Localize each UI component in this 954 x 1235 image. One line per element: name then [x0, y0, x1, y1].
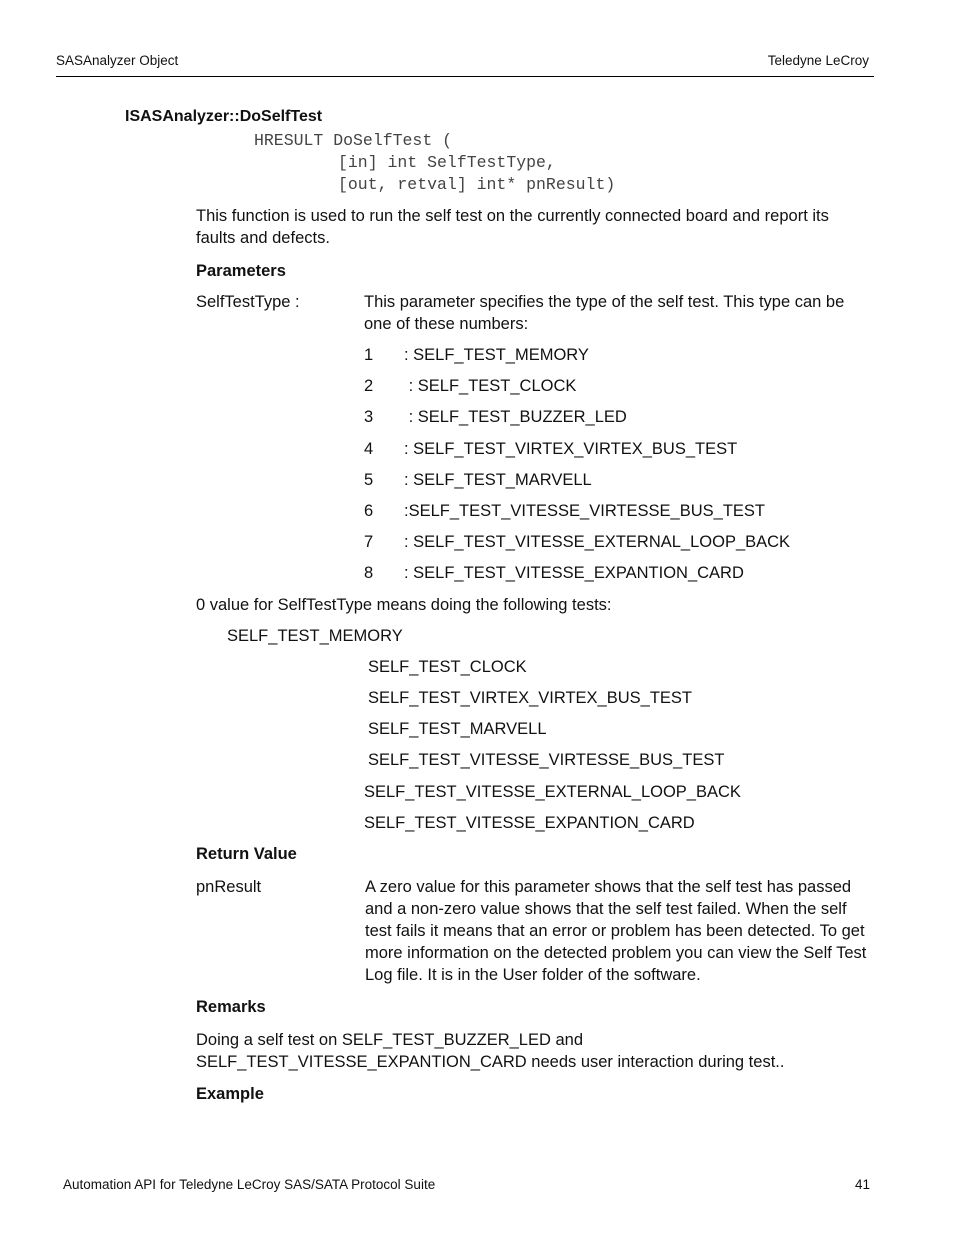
code-line-2: [in] int SelfTestType,: [338, 153, 556, 172]
zero-value-test: SELF_TEST_MARVELL: [368, 720, 547, 738]
code-line-3: [out, retval] int* pnResult): [338, 175, 616, 194]
option-item: 5 : SELF_TEST_MARVELL: [364, 471, 592, 489]
param-name: SelfTestType :: [196, 293, 300, 311]
remarks-heading: Remarks: [196, 998, 266, 1016]
remarks-text: Doing a self test on SELF_TEST_BUZZER_LED and SELF_TEST_VITESSE_EXPANTION_CARD needs user interaction during test..: [196, 1031, 785, 1071]
zero-value-test: SELF_TEST_VITESSE_VIRTESSE_BUS_TEST: [368, 751, 725, 769]
zero-value-test: SELF_TEST_VITESSE_EXPANTION_CARD: [364, 814, 695, 832]
option-item: 1 : SELF_TEST_MEMORY: [364, 346, 589, 364]
header-divider: [56, 76, 874, 77]
page-number: 41: [854, 1177, 870, 1192]
option-item: 3 : SELF_TEST_BUZZER_LED: [364, 408, 627, 426]
return-value-heading: Return Value: [196, 845, 297, 863]
zero-value-intro: 0 value for SelfTestType means doing the following tests:: [196, 596, 612, 614]
option-item: 2 : SELF_TEST_CLOCK: [364, 377, 577, 395]
zero-value-test: SELF_TEST_VITESSE_EXTERNAL_LOOP_BACK: [364, 783, 741, 801]
parameters-heading: Parameters: [196, 262, 286, 280]
return-description: A zero value for this parameter shows that the self test has passed and a non-zero value shows that the self test failed. When the self test fails it means that an error or problem has been detected. To get more information on the detected problem you can view the Self Test Log file. It is in the User folder of the software.: [365, 878, 867, 984]
option-item: 6 :SELF_TEST_VITESSE_VIRTESSE_BUS_TEST: [364, 502, 765, 520]
return-name: pnResult: [196, 878, 262, 896]
zero-value-test: SELF_TEST_CLOCK: [368, 658, 527, 676]
header-left: SASAnalyzer Object: [56, 53, 179, 68]
section-title: ISASAnalyzer::DoSelfTest: [125, 108, 323, 125]
footer-title: Automation API for Teledyne LeCroy SAS/SATA Protocol Suite: [63, 1177, 436, 1192]
code-line-1: HRESULT DoSelfTest (: [254, 131, 453, 150]
description: This function is used to run the self test on the currently connected board and report its faults and defects.: [196, 207, 829, 247]
option-item: 7 : SELF_TEST_VITESSE_EXTERNAL_LOOP_BACK: [364, 533, 791, 551]
option-item: 8 : SELF_TEST_VITESSE_EXPANTION_CARD: [364, 564, 744, 582]
example-heading: Example: [196, 1085, 264, 1103]
param-description: This parameter specifies the type of the self test. This type can be one of these numbers:: [364, 293, 845, 333]
option-item: 4 : SELF_TEST_VIRTEX_VIRTEX_BUS_TEST: [364, 440, 738, 458]
zero-value-test: SELF_TEST_VIRTEX_VIRTEX_BUS_TEST: [368, 689, 693, 707]
header-right: Teledyne LeCroy: [767, 53, 869, 68]
zero-value-first-test: SELF_TEST_MEMORY: [227, 627, 403, 645]
